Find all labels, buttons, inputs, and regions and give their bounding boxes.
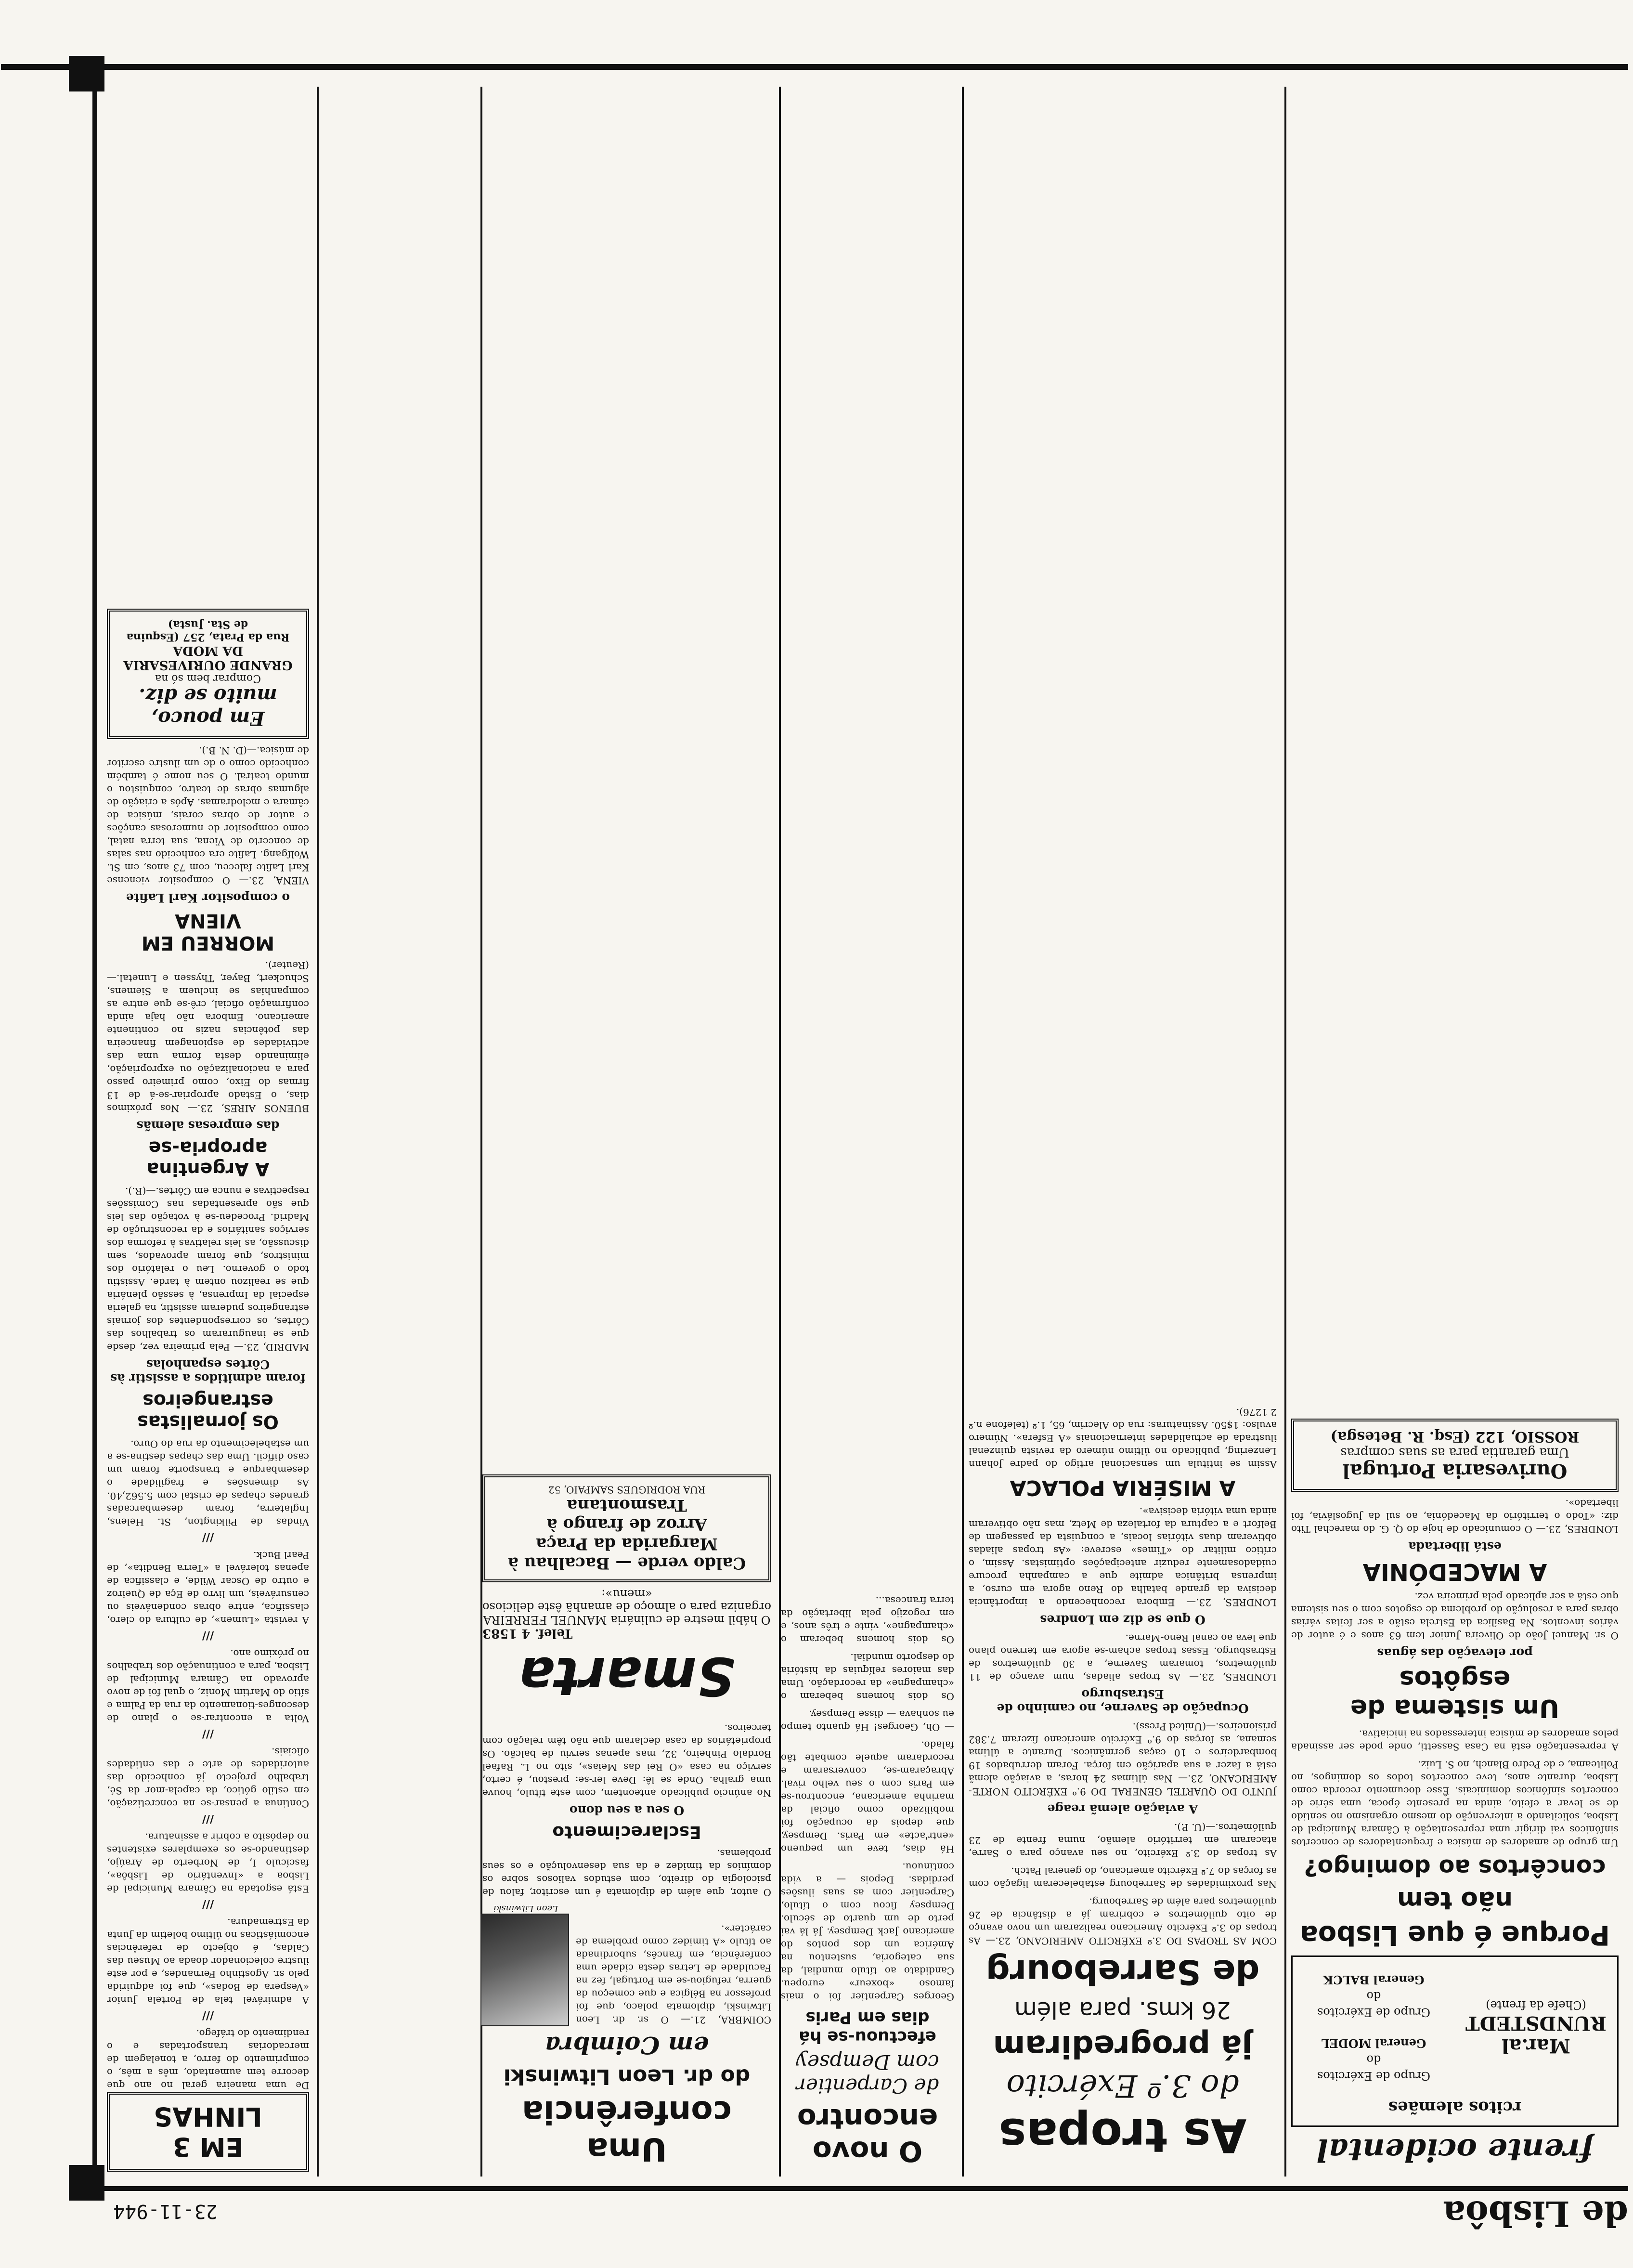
tropas-para-1: COM AS TROPAS DO 3.º EXÉRCITO AMERICANO, 23.— As tropas do 3.º Exército Americano realizaram um novo avanço de oito quilómetros e cobriram já a distância de 26 quilómetros para além de Sarrebourg. xyxy=(969,1896,1277,1947)
photo-caption: Leon Litwinski xyxy=(493,1903,558,1914)
tropas-para-5: LONDRES, 23.— As tropas aliadas, num avanço de 11 quilómetros, tomaram Saverne, a 30 quilómetros de Estrasburgo. Essas tropas acham-se agora em terreno plano que leva ao canal Reno-Marne. xyxy=(969,1632,1277,1683)
portrait-photo xyxy=(480,1914,569,2026)
subhead-dempsey: com Dempsey xyxy=(796,2050,939,2074)
headline-viena: MORREU EM VIENA xyxy=(141,910,275,954)
headline-miseria: A MISÉRIA POLACA xyxy=(1010,1475,1236,1500)
tropas-para-2: Nas proximidades de Sarrebourg estabeleceram ligação com as forças do 7.º Exército americano, do general Patch. xyxy=(969,1865,1277,1890)
place-conferencia: em Coimbra xyxy=(544,2031,709,2059)
ad-moda-line-2: GRANDE OURIVESARIA DA MODA xyxy=(123,643,293,672)
carpentier-para-3: — Oh, Georges! Há quanto tempo eu sonhava — disse Dempsey. xyxy=(781,1708,954,1733)
headline-argentina: A Argentina apropria-se xyxy=(146,1137,270,1180)
issue-date: 23-11-944 xyxy=(113,2200,218,2222)
subhead-esclarecimento: O seu a seu dono xyxy=(569,1803,685,1817)
em3linhas-para-5: Volta a encontrar-se o plano de desconges-tionamento da rua da Palma e sítio do Martim Moniz, o qual foi de novo aprovado na Câmara Municipal de Lisboa, para a continuação dos trabalhos no próximo ano. xyxy=(107,1648,309,1724)
ad-smarta xyxy=(482,1474,771,1707)
separator: /// xyxy=(202,2009,214,2022)
headline-conferencia: Uma conferência xyxy=(522,2094,732,2168)
separator: /// xyxy=(202,1629,214,1642)
group-label: Grupo de Exércitos xyxy=(1317,2006,1430,2019)
group-label-do: do xyxy=(1366,2053,1381,2066)
subhead-aviacao: A aviação alemã reage xyxy=(1047,1802,1198,1816)
headline-lisboa: Porque é que Lisboa xyxy=(1299,1919,1610,1951)
headline-esclarecimento: Esclarecimento xyxy=(552,1822,701,1842)
smarta-menu xyxy=(482,1474,771,1582)
frame-rule-bottom-2 xyxy=(88,2186,1628,2191)
smarta-brand: Smarta xyxy=(518,1645,735,1707)
deck-carpentier: efectuou-se há dias em Paris xyxy=(799,2008,936,2046)
deck-tropas: 26 kms. para além xyxy=(1014,1996,1231,2023)
viena-para: VIENA, 23.— O compositor vienense Karl Lafite faleceu, com 73 anos, em St. Wolfgang. Lafite era conhecido nas salas de concerto de Viena, sua terra natal, como compositor de numerosas canções e autor de obras corais, música de câmara e melodramas. Após a criação de algumas obras de teatro, conquistou o mundo teatral. O seu nome é também conhecido como o de um ilustre escritor de música.—(D. N. B.). xyxy=(107,745,309,886)
em3linhas-para-4: Continua a pensar-se na concretização, em estilo gótico, da capela-mor da Sé, trabalho projecto já conhecido das autoridades de arte e das entidades oficiais. xyxy=(107,1746,309,1810)
ad-line-2: ROSSIO, 122 (Esq. R. Betesga) xyxy=(1330,1428,1580,1445)
carpentier-para-4: Os dois homens beberam o «champagne» da recordação. Uma das maiores relíquias da história do desporto mundial. xyxy=(781,1652,954,1702)
headline-lisboa-2: não tem xyxy=(1397,1886,1513,1915)
em3linhas-para-6: A revista «Lumen», de cultura do clero, classifica, entre obras condenáveis ou censuráveis, um livro de Eça de Queiroz e outro de Oscar Wilde, e classifica de apenas tolerável a «Terra Bendita», de Pearl Buck. xyxy=(107,1550,309,1626)
menu-line-2: Arroz de frango à Trasmontana xyxy=(546,1496,707,1534)
deck-tropas-2: de Sarrebourg xyxy=(985,1952,1260,1992)
ad-title: Ourivesaria Portugal xyxy=(1342,1460,1568,1482)
masthead: de Lisbôa xyxy=(1443,2193,1628,2234)
carpentier-para-1: Georges Carpentier foi o mais famoso «boxeur» europeu. Candidato ao título mundial, da sua categoria, sustentou na América um dos pontos do americano Jack Dempsey. Já lá vai perto de um quarto de século. Dempsey ficou com o título, Carpentier com as suas ilusões perdidas. Depois — a vida continuou. xyxy=(781,1861,954,2003)
ad-ourivesaria-portugal xyxy=(1291,1419,1619,1492)
frame-rule-top xyxy=(88,64,1628,70)
subhead-conferencia: do dr. Leon Litwinski xyxy=(503,2064,751,2089)
macedonia-para: LONDRES, 23.— O comunicado de hoje do Q. G. do marechal Tito diz: «Todo o território da Macedónia, ao sul da Jugoslávia, foi libertado». xyxy=(1291,1498,1619,1535)
em3linhas-box: EM 3 LINHAS xyxy=(107,2092,309,2172)
ad-moda-line-3: Rua da Prata, 257 (Esquina de Sta. Justa) xyxy=(126,618,290,643)
marshal-sub: (Chefe da frente) xyxy=(1486,1998,1586,2012)
tropas-para-3: As tropas do 3.º Exército, no seu avanço para o Sarre, atacaram em território alemão, numa frente de 23 quilómetros.—(U. P.). xyxy=(969,1822,1277,1859)
carpentier-para-5: Os dois homens beberam o «champagne», vinte e três anos, e em regozijo pela libertação da terra francesa... xyxy=(781,1595,954,1645)
ad-moda-line-1: Comprar bem só na xyxy=(155,672,261,684)
subhead-londres: O que se diz em Londres xyxy=(1040,1613,1205,1627)
headline-jornalistas: Os jornalistas estrangeiros xyxy=(137,1390,279,1433)
column-frente xyxy=(1291,82,1619,2172)
menu-line-1: Caldo verde — Bacalhau à Margarida da Praça xyxy=(507,1534,746,1573)
headline-tropas: As tropas xyxy=(998,2108,1247,2162)
smarta-address: RUA RODRIGUES SAMPAIO, 52 xyxy=(548,1484,706,1496)
group-label: Grupo de Exércitos xyxy=(1317,2069,1430,2083)
column-rule xyxy=(317,87,319,2177)
em3linhas-para-3: Está esgotada na Câmara Municipal de Lisboa a «Inventário de Lisbôa», fascículo I, de Norberto de Araújo, destinando-se os exemplares existentes no depósito a cobrir a assinatura. xyxy=(107,1831,309,1895)
argentina-para: BUENOS AIRES, 23.— Nos próximos dias, o Estado apropriar-se-á de 13 firmas do Eixo, como primeiro passo para a nacionalização ou expropriação, eliminando desta forma uma das actividades de espionagem financeira das potências nazis no continente americano. Embora não haja ainda confirmação oficial, crê-se que entre as companhias se incluem a Siemens, Schuckert, Bayer, Thyssen e Lunetal.—(Reuter). xyxy=(107,960,309,1114)
em3linhas-para-7: Vindas de Pilkington, St. Helens, Inglaterra, foram desembarcadas grandes chapas de cristal com 5.562,40. As dimensões e fragilidade o desembarque e transporte foram um caso difícil. Uma das chapas destina-se a um estabelecimento da rua do Ouro. xyxy=(107,1438,309,1528)
jornalistas-para: MADRID, 23.— Pela primeira vez, desde que se inauguraram os trabalhos das Côrtes, os correspondentes dos jornais estrangeiros puderam assistir, na galeria especial da Imprensa, à sessão plenária que se realizou ontem à tarde. Assistiu todo o governo. Leu o relatório dos ministros, que foram aprovados, sem discussão, as leis relativas à reforma dos serviços sanitários e da reconstrução de Madrid. Procedeu-se à votação das leis que são apresentadas nas Comissões respectivas e nunca em Côrtes.—(R.). xyxy=(107,1186,309,1353)
headline-tropas-2: do 3.º Exército xyxy=(1006,2068,1239,2103)
miseria-para: Assim se intitula um sensacional artigo do padre Johann Lenzering, publicado no último número da revista quinzenal ilustrada de actualidades internacionais «A Esfera». Número avulso: 1$50. Assinaturas: rua do Alecrim, 65, 1.º (telefone n.º 2 1276). xyxy=(969,1407,1277,1470)
esclarecimento-para: No anúncio publicado anteontem, com este título, houve uma gralha. Onde se lê: Deve ler-se: prestou, é certo, serviço na casa «O Rei das Meias», sito no L. Rafael Bordalo Pinheiro, 32, mas apenas serviu de balcão. Os proprietários da casa declaram que não têm relação com terceiros. xyxy=(482,1722,771,1799)
separator: /// xyxy=(202,1813,214,1825)
separator: /// xyxy=(202,1531,214,1544)
conferencia-para-1: COIMBRA, 21.— O sr. dr. Leon Litwinski, diplomata polaco, que foi professor na Bélgica e que começou da guerra, refugiou-se em Portugal, fez na Faculdade de Letras desta cidade uma conferência, em francês, subordinada ao título «A timidez como problema de carácter». xyxy=(576,1923,771,2026)
separator: /// xyxy=(202,1898,214,1911)
general-model: General MODEL xyxy=(1321,2036,1426,2050)
column-em3linhas xyxy=(107,82,309,2172)
ad-line-1: Uma garantia para as suas compras xyxy=(1340,1445,1569,1460)
subhead-carpentier: de Carpentier xyxy=(796,2074,939,2098)
tropas-para-4: JUNTO DO QUARTEL GENERAL DO 9.º EXÉRCITO NORTE-AMERICANO, 23.— Nas últimas 24 horas, a aviação alemã está a fazer a sua aparição em força. Foram derrubados 19 bombardeiros e 10 caças germânicos. Durante a última semana, as forças do 9.º Exército americano fizeram 7.382 prisioneiros.—(United Press). xyxy=(969,1721,1277,1798)
frame-rule-left xyxy=(92,63,97,2191)
corner-block-2 xyxy=(69,2165,104,2201)
subhead-argentina: das empresas alemãs xyxy=(136,1119,280,1133)
headline-lisboa-3: concêrtos ao domingo? xyxy=(1304,1854,1606,1881)
ad-moda-title: Em pouco, muito se diz. xyxy=(139,684,277,730)
subhead-viena: o compositor Karl Lafite xyxy=(126,891,290,905)
tropas-para-6: LONDRES, 23.— Embora reconhecendo a importância decisiva da grande batalha do Reno agora em curso, a imprensa britânica admite que a campanha procure cuidadosamente reduzir antecipações optimistas. Assim, o crítico militar do «Times» escreve: «As tropas aliadas obtiveram duas vitórias locais, a conquista da passagem de Belfort e a captura da fortaleza de Metz, mas não obtiveram ainda uma vitória decisiva». xyxy=(969,1506,1277,1608)
column-tropas xyxy=(969,82,1277,2172)
carpentier-para-2: Há dias, teve um pequeno «entr'acte» em Paris. Dempsey, que depois da ocupação foi mobilizado como oficial da marinha americana, encontrou-se em Paris com o seu velho rival. Abraçaram-se, conversaram e recordaram aquele combate tão falado. xyxy=(781,1739,954,1855)
smarta-phone: Telef. 4 1583 xyxy=(482,1626,573,1641)
subhead-esgotos: por elevação das águas xyxy=(1377,1646,1533,1660)
em3linhas-para-2: A admirável tela de Portela Junior «Vespera de Bodas», que foi adquirida pelo sr. Agostinho Fernandes, e por este ilustre colecionador doada ao Museu das Caldas, é objecto de referências encomiásticas no último boletim da Junta da Estremadura. xyxy=(107,1916,309,2006)
conferencia-para-2: O autor, que além de diplomata é um escritor, falou de psicologia do direito, com estudos valiosos sobre os domínios da timidez e da sua desenvolução e os seus problemas. xyxy=(482,1848,771,1898)
commanders-table xyxy=(1291,1955,1619,2127)
separator: /// xyxy=(202,1728,214,1740)
headline-carpentier: O novo encontro xyxy=(797,2102,938,2168)
em3linhas-para-1: De uma maneira geral no ano que decorre tem aumentado, mês a mês, o comprimento do ferro, a tonelagem de mercadorias transportadas e o rendimento do tráfego. xyxy=(107,2028,309,2091)
esgotos-para: O sr. Manuel João de Oliveira Junior tem 63 anos e é autor de vários inventos. Na Basílica da Estrela estão a ser feitas várias obras para a resolução do problema de esgotos com o seu sistema que está a ser aplicado pela primeira vez. xyxy=(1291,1591,1619,1642)
lisboa-para-1: Um grupo de amadores de música e frequentadores de concertos sinfónicos vai dirigir uma representação à Câmara Municipal de Lisboa, solicitando a intervenção do mesmo organismo no sentido de se levar a efeito, ainda na presente época, uma série de concertos sinfónicos dominicais. Êsse documento recorda como Lisboa, durante anos, teve concertos todos os domingos, no Politeama, e de Pedro Blanch, no S. Luiz. xyxy=(1291,1759,1619,1849)
headline-frente: frente ocidental xyxy=(1316,2132,1594,2168)
subhead-macedonia: está libertada xyxy=(1408,1539,1502,1553)
lisboa-para-2: A representação está na Casa Sassetti, onde pode ser assinada pelos amadores de música interessados na iniciativa. xyxy=(1291,1728,1619,1753)
headline-esgotos: Um sistema de esgôtos xyxy=(1350,1665,1560,1722)
headline-tropas-3: já progrediram xyxy=(993,2028,1253,2064)
smarta-intro: O hábil mestre de culinária MANUEL FERREIRA organiza para o almoço de amanhã êste delicioso «menu»: xyxy=(482,1587,771,1627)
subhead-jornalistas: foram admitidos a assistir às Côrtes espanholas xyxy=(110,1357,306,1385)
group-label-do: do xyxy=(1366,1989,1381,2003)
column-rule xyxy=(1284,87,1286,2177)
column-center xyxy=(473,82,954,2172)
column-rule xyxy=(962,87,964,2177)
table-title: rcitos alemães xyxy=(1388,2098,1522,2117)
ad-ourivesaria-moda xyxy=(107,609,309,739)
corner-block xyxy=(69,56,104,91)
marshal-title: Mar.al RUNDSTEDT xyxy=(1465,2012,1607,2057)
headline-macedonia: A MACEDÓNIA xyxy=(1362,1558,1547,1585)
subhead-saverne: Ocupação de Saverne, no caminho de Estrasburgo xyxy=(997,1687,1249,1715)
general-balck: General BALCK xyxy=(1323,1973,1425,1987)
